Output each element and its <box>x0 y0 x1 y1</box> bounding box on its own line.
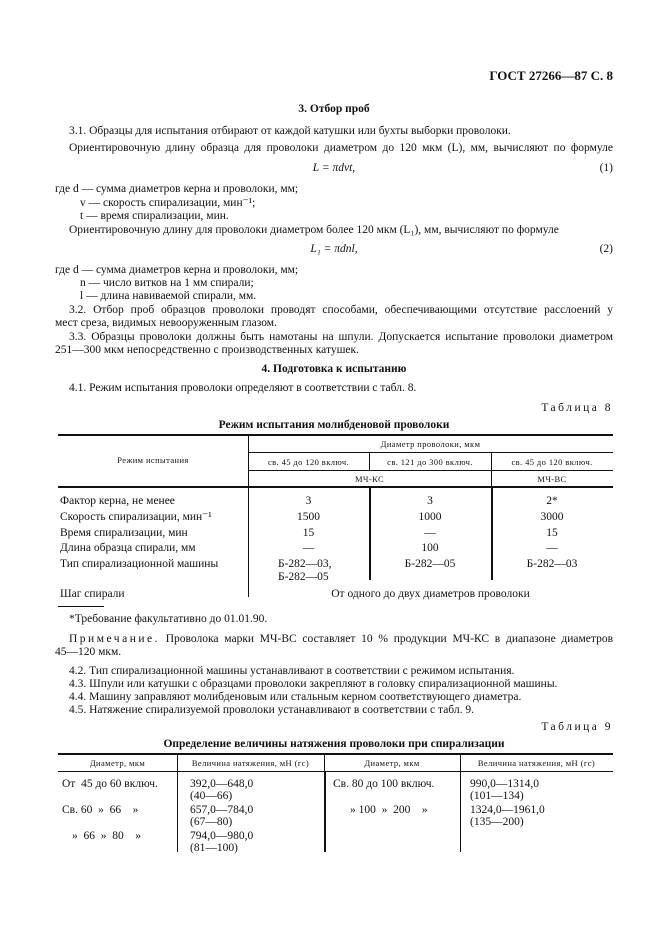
where-1-line: v — скорость спирализации, мин⁻¹; <box>80 197 256 209</box>
cell: » 100 » 200 » <box>350 804 428 816</box>
row-label: Шаг спирали <box>60 588 125 600</box>
subheader: св. 45 до 120 включ. <box>511 457 593 467</box>
section-3-title: 3. Отбор проб <box>298 103 370 115</box>
note-text-b: 45—120 мкм. <box>55 646 122 658</box>
where-2-line: l — длина навиваемой спирали, мм. <box>80 290 257 302</box>
cell: 1000 <box>418 511 442 523</box>
paragraph-3-3b: 251—300 мкм непосредственно с производственных катушек. <box>55 344 360 356</box>
cell: » 66 » 80 » <box>72 830 141 842</box>
cell: 2* <box>546 495 558 507</box>
cell: Б-282—03, <box>278 558 332 570</box>
table-8-label: Таблица 8 <box>541 402 613 414</box>
column-header: Величина натяжения, мН (гс) <box>191 758 310 768</box>
cell: (40—66) <box>190 790 233 802</box>
cell: 3 <box>427 495 433 507</box>
cell: 794,0—980,0 <box>190 830 254 842</box>
row-label: Время спирализации, мин <box>60 527 188 539</box>
paragraph-4-2: 4.2. Тип спирализационной машины устанавливают в соответствии с режимом испытания. <box>69 665 515 677</box>
formula-2: L₁ = πdnl, <box>310 243 358 255</box>
cell: 1500 <box>297 511 320 523</box>
table-8-title: Режим испытания молибденовой проволоки <box>218 419 450 431</box>
cell: 15 <box>302 527 315 539</box>
cell: Св. 60 » 66 » <box>62 804 139 816</box>
formula-1: L = πdvt, <box>312 162 356 174</box>
cell: Б-282—05 <box>404 558 456 570</box>
cell: Б-282—03 <box>526 558 578 570</box>
cell: Св. 80 до 100 включ. <box>333 778 435 790</box>
cell: 990,0—1314,0 <box>470 778 539 790</box>
paragraph-3-1c: Ориентировочную длину для проволоки диаметром более 120 мкм (L₁), мм, вычисляют по формуле <box>69 224 559 236</box>
table-9-label: Таблица 9 <box>541 721 613 733</box>
grade-mch-vs: МЧ-ВС <box>537 474 567 484</box>
cell: (81—100) <box>190 842 238 854</box>
cell: — <box>546 542 558 554</box>
paragraph-3-1b: Ориентировочную длину образца для проволоки диаметром до 120 мкм (L), мм, вычисляют по формуле <box>69 142 613 154</box>
note-text: Проволока марки МЧ-ВС составляет 10 % продукции МЧ-КС в диапазоне диаметров <box>165 633 614 645</box>
cell: 15 <box>546 527 558 539</box>
column-header: Величина натяжения, мН (гс) <box>477 758 596 768</box>
cell: 3000 <box>540 511 564 523</box>
where-1-line: t — время спирализации, мин. <box>80 210 229 222</box>
row-label: Фактор керна, не менее <box>60 495 175 507</box>
subheader: св. 45 до 120 включ. <box>267 457 350 467</box>
footnote-rule <box>58 606 104 607</box>
paragraph-4-3: 4.3. Шпули или катушки с образцами проволоки закрепляют в головку спирализационной машины. <box>69 678 558 690</box>
cell: 3 <box>305 495 312 507</box>
row-label: Тип спирализационной машины <box>60 558 219 570</box>
paragraph-4-5: 4.5. Натяжение спирализуемой проволоки устанавливают в соответствии с табл. 9. <box>69 704 474 716</box>
cell: 1324,0—1961,0 <box>470 804 545 816</box>
where-2-line: n — число витков на 1 мм спирали; <box>80 277 254 289</box>
paragraph-4-1: 4.1. Режим испытания проволоки определяют в соответствии с табл. 8. <box>69 382 417 394</box>
row-label: Скорость спирализации, мин⁻¹ <box>60 511 212 523</box>
where-2-line: где d — сумма диаметров керна и проволоки, мм; <box>55 264 299 276</box>
note-label: Примечание. <box>69 633 160 645</box>
paragraph-3-2b: мест среза, видимых невооруженным глазом. <box>55 317 277 329</box>
cell: — <box>302 542 315 554</box>
paragraph-3-2: 3.2. Отбор проб образцов проволоки проводят способами, обеспечивающими отсутствие расслоений у <box>69 304 613 316</box>
column-header-diameter: Диаметр проволоки, мкм <box>380 439 481 449</box>
cell: 657,0—784,0 <box>190 804 254 816</box>
cell: От одного до двух диаметров проволоки <box>331 588 530 600</box>
paragraph-3-3: 3.3. Образцы проволоки должны быть намотаны на шпули. Допускается испытание проволоки диаметром <box>69 331 613 343</box>
formula-2-number: (2) <box>599 243 613 255</box>
note <box>69 632 613 646</box>
footnote: *Требование факультативно до 01.01.90. <box>69 613 268 625</box>
where-1-line: где d — сумма диаметров керна и проволоки, мм; <box>55 183 299 195</box>
column-header-mode: Режим испытания <box>117 455 189 465</box>
paragraph-4-4: 4.4. Машину заправляют молибденовым или стальным керном соответствующего диаметра. <box>69 691 522 703</box>
table-9-title: Определение величины натяжения проволоки при спирализации <box>163 738 505 750</box>
grade-mch-ks: МЧ-КС <box>354 474 385 484</box>
column-header: Диаметр, мкм <box>89 758 146 768</box>
formula-1-number: (1) <box>599 162 613 174</box>
cell: (135—200) <box>470 816 524 828</box>
section-4-title: 4. Подготовка к испытанию <box>261 363 407 375</box>
page-header: ГОСТ 27266—87 С. 8 <box>489 68 613 83</box>
column-header: Диаметр, мкм <box>364 758 420 768</box>
cell: (101—134) <box>470 790 524 802</box>
cell: (67—80) <box>190 816 233 828</box>
paragraph-3-1: 3.1. Образцы для испытания отбирают от каждой катушки или бухты выборки проволоки. <box>69 125 511 137</box>
cell: Б-282—05 <box>278 571 329 583</box>
row-label: Длина образца спирали, мм <box>60 542 196 554</box>
cell: От 45 до 60 включ. <box>62 778 158 790</box>
cell: — <box>424 527 436 539</box>
subheader: св. 121 до 300 включ. <box>387 457 473 467</box>
cell: 100 <box>421 542 439 554</box>
cell: 392,0—648,0 <box>190 778 254 790</box>
